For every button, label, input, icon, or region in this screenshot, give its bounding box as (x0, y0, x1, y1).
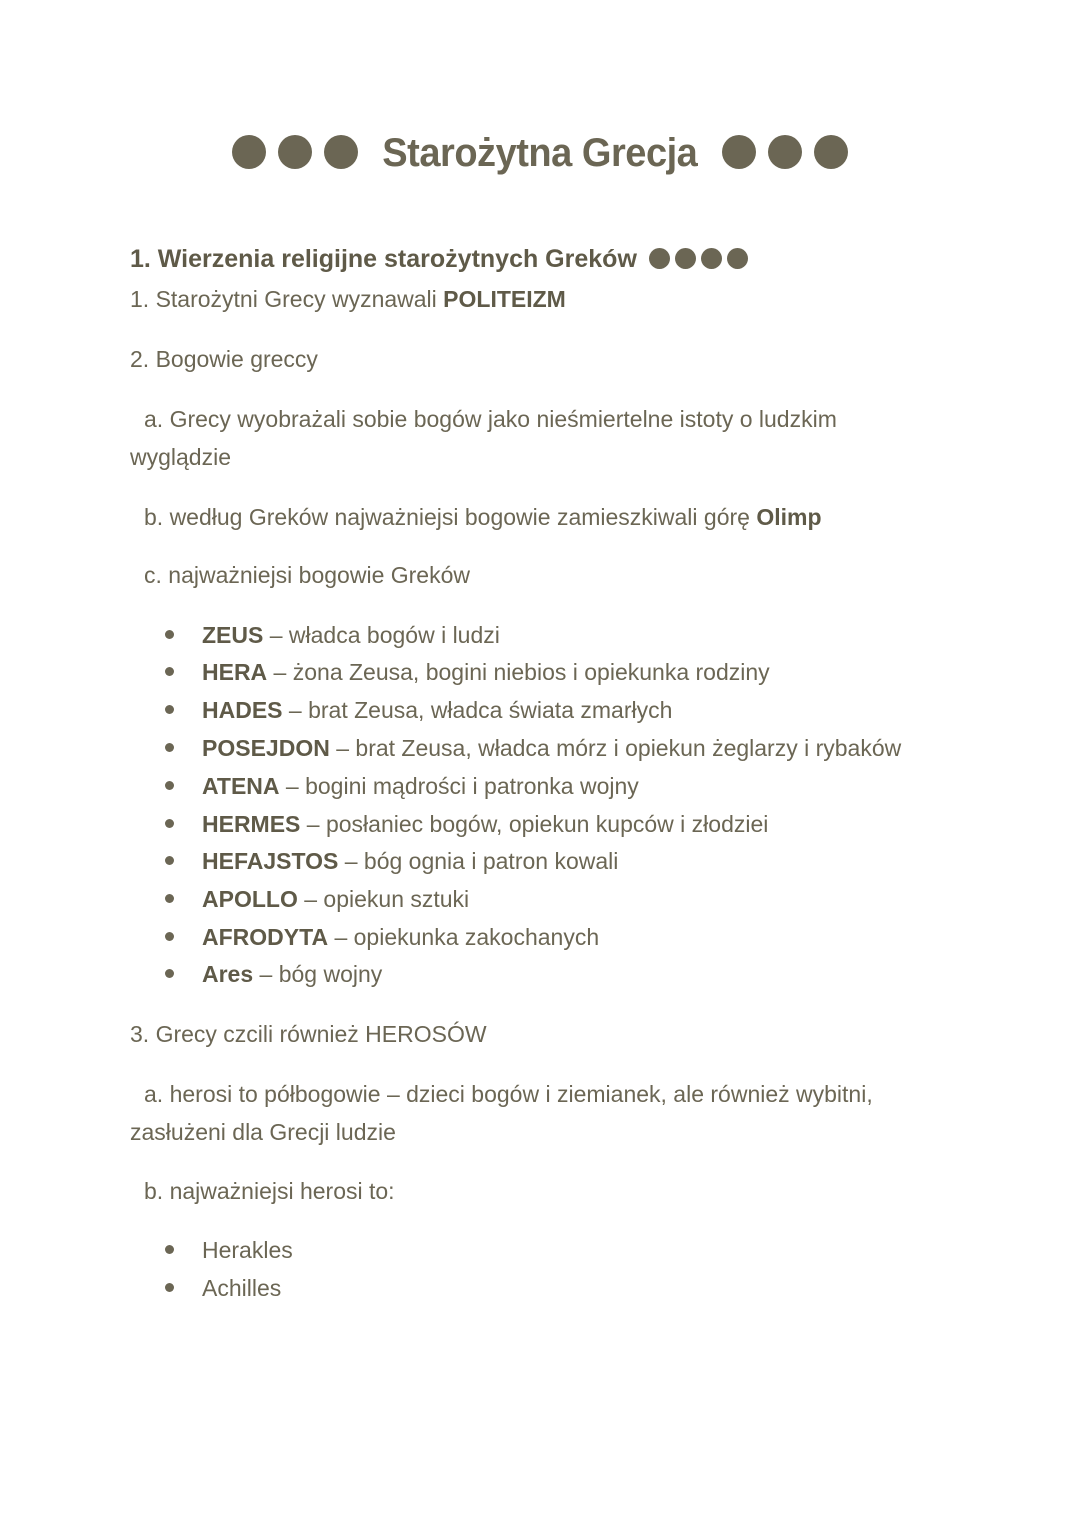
dot-icon (278, 135, 312, 169)
god-name: ATENA (202, 773, 280, 799)
hero-name: Herakles (202, 1237, 293, 1263)
paragraph-herosi: 3. Grecy czcili również HEROSÓW (130, 1021, 487, 1047)
list-item (165, 734, 901, 762)
page-title (0, 131, 1080, 176)
bullet-icon (165, 630, 174, 639)
list-item (165, 847, 618, 875)
bullet-icon (165, 781, 174, 790)
list-item (165, 810, 768, 838)
bullet-icon (165, 705, 174, 714)
god-name: HERMES (202, 811, 301, 837)
bullet-icon (165, 1283, 174, 1292)
list-item (165, 772, 639, 800)
bold-term: POLITEIZM (443, 286, 566, 312)
god-description: – posłaniec bogów, opiekun kupców i złodziei (300, 811, 769, 837)
paragraph-2b (144, 503, 822, 531)
paragraph-3a-cont: zasłużeni dla Grecji ludzie (130, 1119, 396, 1145)
paragraph-2a-cont: wyglądzie (130, 444, 231, 470)
section-heading-text: 1. Wierzenia religijne starożytnych Greków (130, 245, 637, 273)
bullet-icon (165, 856, 174, 865)
text: b. według Greków najważniejsi bogowie zamieszkiwali górę (144, 504, 757, 530)
text: 1. Starożytni Grecy wyznawali (130, 286, 444, 312)
god-name: HEFAJSTOS (202, 848, 339, 874)
list-item (165, 923, 599, 951)
bullet-icon (165, 969, 174, 978)
dot-icon (649, 248, 670, 269)
god-name: ZEUS (202, 622, 264, 648)
paragraph-2c: c. najważniejsi bogowie Greków (144, 562, 470, 588)
list-item (165, 621, 500, 649)
list-item (165, 885, 469, 913)
bullet-icon (165, 667, 174, 676)
section-heading (130, 245, 748, 274)
paragraph-2a: a. Grecy wyobrażali sobie bogów jako nieśmiertelne istoty o ludzkim (144, 406, 837, 432)
list-item (165, 696, 672, 724)
god-name: APOLLO (202, 886, 298, 912)
title-text: Starożytna Grecja (382, 131, 698, 175)
god-description: – opiekunka zakochanych (328, 924, 600, 950)
paragraph-bogowie: 2. Bogowie greccy (130, 346, 318, 372)
dot-icon (324, 135, 358, 169)
god-description: – bóg wojny (253, 961, 383, 987)
dot-icon (727, 248, 748, 269)
bullet-icon (165, 894, 174, 903)
bullet-icon (165, 819, 174, 828)
god-description: – władca bogów i ludzi (263, 622, 500, 648)
bullet-icon (165, 932, 174, 941)
bullet-icon (165, 1245, 174, 1254)
god-description: – brat Zeusa, władca świata zmarłych (282, 697, 673, 723)
list-item (165, 658, 770, 686)
dot-icon (701, 248, 722, 269)
dot-icon (675, 248, 696, 269)
hero-name: Achilles (202, 1275, 282, 1301)
dot-icon (768, 135, 802, 169)
paragraph-3a: a. herosi to półbogowie – dzieci bogów i ziemianek, ale również wybitni, (144, 1081, 873, 1107)
bullet-icon (165, 743, 174, 752)
paragraph-politeizm (130, 285, 566, 313)
god-description: – bogini mądrości i patronka wojny (279, 773, 639, 799)
god-description: – bóg ognia i patron kowali (338, 848, 619, 874)
god-name: POSEJDON (202, 735, 330, 761)
god-name: Ares (202, 961, 254, 987)
dot-icon (722, 135, 756, 169)
dot-icon (232, 135, 266, 169)
bold-term: Olimp (756, 504, 822, 530)
dot-icon (814, 135, 848, 169)
list-item (165, 1236, 293, 1264)
god-name: HADES (202, 697, 283, 723)
paragraph-3b: b. najważniejsi herosi to: (144, 1178, 395, 1204)
god-description: – brat Zeusa, władca mórz i opiekun żeglarzy i rybaków (329, 735, 902, 761)
god-description: – opiekun sztuki (297, 886, 470, 912)
god-description: – żona Zeusa, bogini niebios i opiekunka rodziny (267, 659, 770, 685)
god-name: AFRODYTA (202, 924, 329, 950)
list-item (165, 1274, 281, 1302)
list-item (165, 960, 382, 988)
god-name: HERA (202, 659, 268, 685)
